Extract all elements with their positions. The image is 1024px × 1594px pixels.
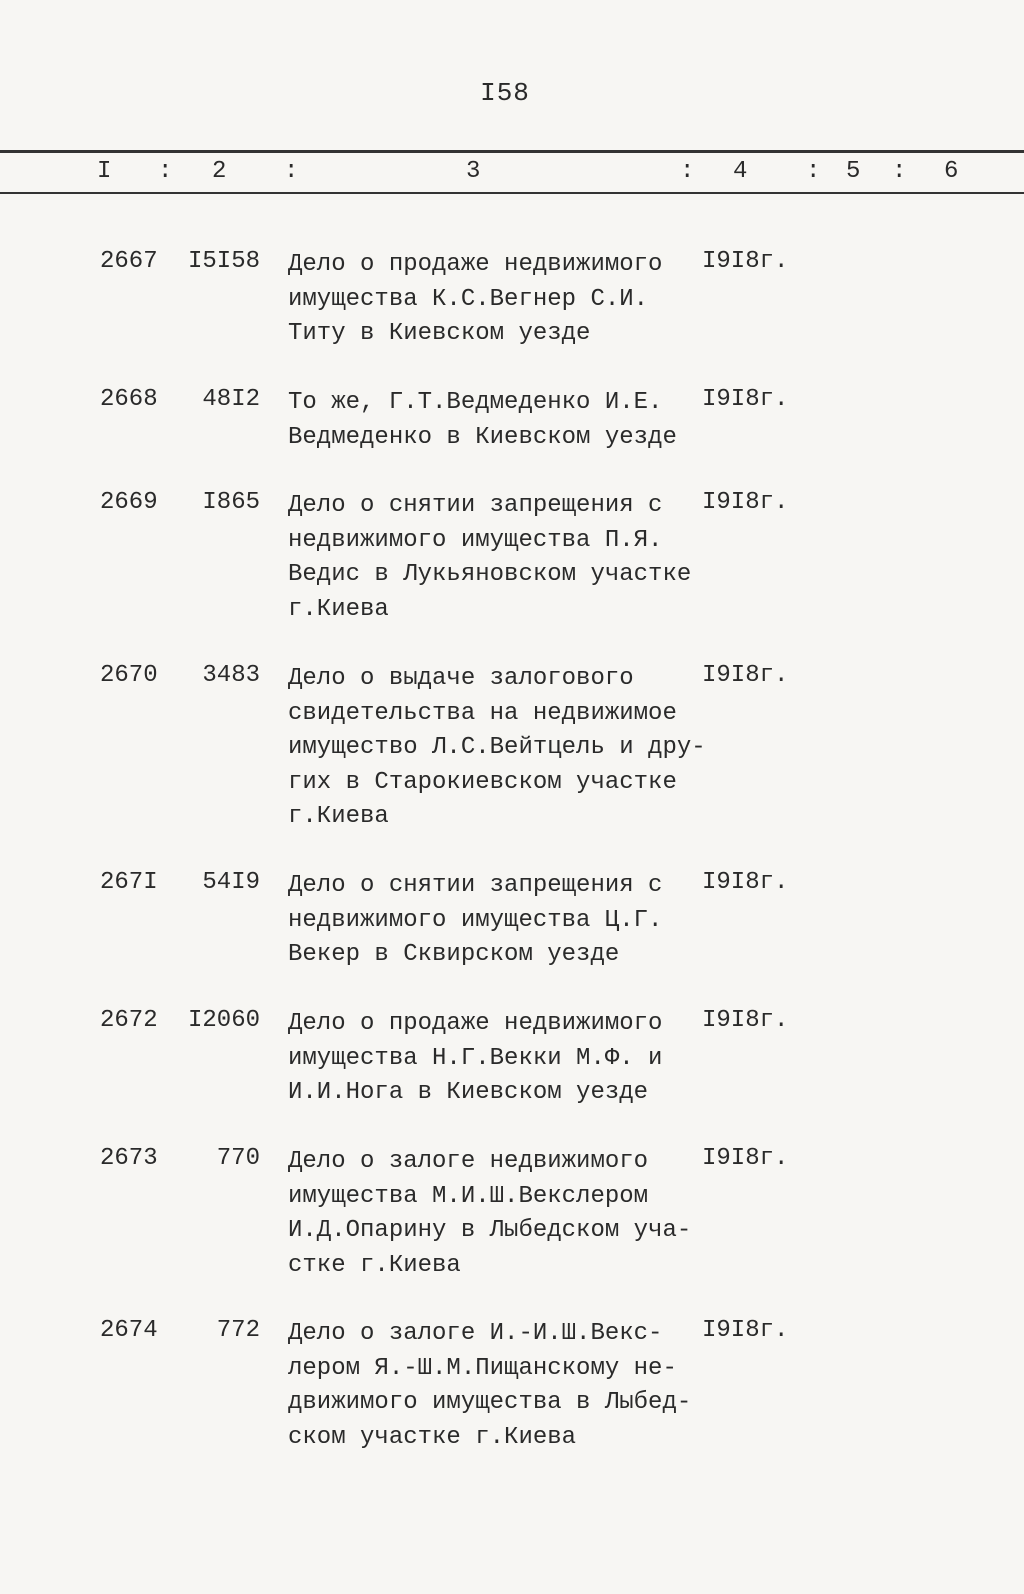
- column-header-3: 3: [466, 158, 481, 185]
- description-line: имущество Л.С.Вейтцель и дру-: [288, 734, 706, 761]
- column-separator: :: [158, 158, 173, 185]
- case-year: I9I8г.: [702, 1145, 789, 1172]
- column-header-4: 4: [733, 158, 748, 185]
- column-separator: :: [892, 158, 907, 185]
- record-number: 2670: [100, 662, 158, 689]
- description-line: движимого имущества в Лыбед-: [288, 1389, 692, 1416]
- case-number: I2060: [187, 1007, 260, 1034]
- description-line: г.Киева: [288, 595, 389, 623]
- description-line: И.Д.Опарину в Лыбедском уча-: [288, 1217, 692, 1244]
- description-line: То же, Г.Т.Ведмеденко И.Е.: [288, 389, 663, 416]
- case-year: I9I8г.: [702, 1007, 789, 1034]
- case-year: I9I8г.: [702, 1317, 789, 1344]
- record-number: 2674: [100, 1317, 158, 1344]
- case-number: I865: [202, 489, 260, 516]
- description-line: Дело о залоге И.-И.Ш.Векс-: [288, 1320, 663, 1347]
- description-line: Дело о снятии запрещения с: [288, 492, 663, 519]
- description-line: Ведис в Лукьяновском участке: [288, 561, 692, 588]
- record-number: 2673: [100, 1145, 158, 1172]
- case-description: [288, 1317, 708, 1455]
- column-header-2: 2: [212, 158, 227, 185]
- case-number: 3483: [202, 662, 260, 689]
- record-number: 2668: [100, 386, 158, 413]
- case-number: 772: [216, 1317, 260, 1344]
- description-line: стке г.Киева: [288, 1251, 461, 1279]
- description-line: ском участке г.Киева: [288, 1423, 577, 1451]
- description-line: недвижимого имущества П.Я.: [288, 526, 663, 554]
- case-number: I5I58: [187, 248, 260, 275]
- case-year: I9I8г.: [702, 386, 789, 413]
- record-number: 267I: [100, 869, 158, 896]
- case-description: [288, 1007, 708, 1111]
- description-line: Дело о продаже недвижимого: [288, 251, 663, 278]
- description-line: Дело о продаже недвижимого: [288, 1010, 663, 1037]
- description-line: гих в Старокиевском участке: [288, 768, 677, 796]
- description-line: лером Я.-Ш.М.Пищанскому не-: [288, 1354, 677, 1382]
- case-description: [288, 489, 708, 627]
- description-line: И.И.Нога в Киевском уезде: [288, 1079, 649, 1106]
- record-number: 2672: [100, 1007, 158, 1034]
- column-separator: :: [806, 158, 821, 185]
- column-header-row: [0, 158, 1024, 188]
- description-line: Дело о снятии запрещения с: [288, 872, 663, 899]
- case-description: [288, 1145, 708, 1283]
- header-top-rule: [0, 150, 1024, 153]
- column-header-1: I: [97, 158, 112, 185]
- description-line: Титу в Киевском уезде: [288, 320, 591, 347]
- record-number: 2669: [100, 489, 158, 516]
- case-description: [288, 869, 708, 973]
- column-header-5: 5: [846, 158, 861, 185]
- case-description: [288, 662, 708, 835]
- case-year: I9I8г.: [702, 248, 789, 275]
- case-year: I9I8г.: [702, 489, 789, 516]
- description-line: имущества Н.Г.Векки М.Ф. и: [288, 1044, 663, 1072]
- case-number: 48I2: [202, 386, 260, 413]
- page-number: I58: [480, 78, 530, 108]
- description-line: Дело о залоге недвижимого: [288, 1148, 649, 1175]
- column-header-6: 6: [944, 158, 959, 185]
- description-line: имущества К.С.Вегнер С.И.: [288, 285, 649, 313]
- case-year: I9I8г.: [702, 662, 789, 689]
- column-separator: :: [284, 158, 299, 185]
- case-number: 770: [216, 1145, 260, 1172]
- case-description: [288, 248, 708, 352]
- description-line: Дело о выдаче залогового: [288, 665, 634, 692]
- description-line: Ведмеденко в Киевском уезде: [288, 423, 677, 451]
- description-line: имущества М.И.Ш.Векслером: [288, 1182, 649, 1210]
- case-number: 54I9: [202, 869, 260, 896]
- description-line: г.Киева: [288, 803, 389, 830]
- column-separator: :: [680, 158, 695, 185]
- description-line: Векер в Сквирском уезде: [288, 941, 620, 968]
- record-number: 2667: [100, 248, 158, 275]
- description-line: недвижимого имущества Ц.Г.: [288, 906, 663, 934]
- case-year: I9I8г.: [702, 869, 789, 896]
- description-line: свидетельства на недвижимое: [288, 699, 677, 727]
- case-description: [288, 386, 708, 455]
- header-bottom-rule: [0, 192, 1024, 194]
